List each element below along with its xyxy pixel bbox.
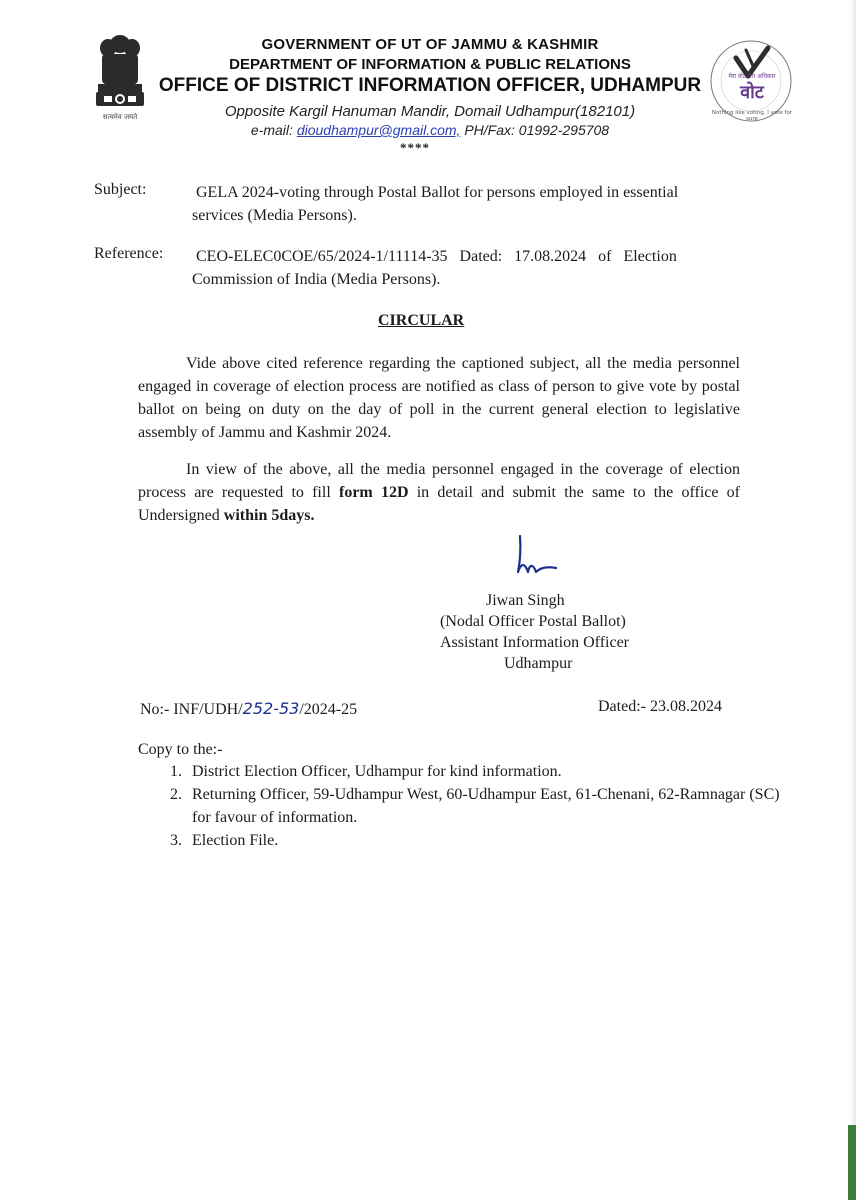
copy-to-list	[160, 760, 786, 852]
emblem-caption: सत्यमेव जयते	[102, 113, 138, 121]
document-date: Dated:- 23.08.2024	[598, 698, 722, 715]
number-suffix: /2024-25	[299, 701, 358, 718]
circular-paragraph-2	[138, 458, 740, 527]
copy-to-label: Copy to the:-	[138, 741, 223, 758]
paragraph-2-text-a: In view of the above, all the media personnel engaged in the coverage of election process are requested to fill	[138, 461, 740, 501]
signatory-name: Jiwan Singh	[486, 592, 565, 609]
signatory-role-2: Assistant Information Officer	[440, 634, 629, 651]
reference-line-1: CEO-ELEC0COE/65/2024-1/11114-35 Dated: 17.08.2024 of Election	[196, 248, 677, 265]
signatory-role-1: (Nodal Officer Postal Ballot)	[440, 613, 626, 630]
subject-line-2: services (Media Persons).	[192, 207, 357, 224]
subject-line-1: GELA 2024-voting through Postal Ballot for persons employed in essential	[196, 184, 679, 201]
header-department: DEPARTMENT OF INFORMATION & PUBLIC RELATIONS	[229, 56, 631, 73]
list-item: 2. Returning Officer, 59-Udhampur West, 60-Udhampur East, 61-Chenani, 62-Ramnagar (SC) for favour of information.	[186, 783, 786, 829]
paragraph-2-text-b: in detail and submit the same to the office of Undersigned	[138, 484, 741, 524]
voter-logo-ring-text: Nothing like voting, I vote for sure	[711, 110, 793, 122]
form-12d: form 12D	[338, 484, 409, 501]
national-emblem-icon	[86, 30, 154, 122]
email-label: e-mail:	[250, 122, 293, 138]
header-contact	[150, 122, 710, 138]
reference-label: Reference:	[94, 245, 164, 262]
signatory-place: Udhampur	[504, 655, 573, 672]
background-edge	[848, 1125, 856, 1200]
voter-logo-main-text: वोट	[740, 82, 764, 103]
header-office: OFFICE OF DISTRICT INFORMATION OFFICER, UDHAMPUR	[158, 75, 702, 96]
header-separator: ****	[400, 140, 430, 155]
number-handwritten: 252-53	[242, 699, 300, 718]
deadline: within 5days.	[223, 507, 315, 524]
list-item: 3. Election File.	[186, 829, 786, 852]
header-address: Opposite Kargil Hanuman Mandir, Domail Udhampur(182101)	[224, 103, 636, 120]
number-prefix: No:- INF/UDH/	[140, 701, 243, 718]
email-link[interactable]: dioudhampur@gmail.com,	[296, 122, 461, 138]
reference-line-2: Commission of India (Media Persons).	[192, 271, 441, 288]
header-government: GOVERNMENT OF UT OF JAMMU & KASHMIR	[261, 36, 599, 53]
circular-paragraph-1	[138, 352, 740, 444]
paragraph-1-text: Vide above cited reference regarding the captioned subject, all the media personnel engaged in coverage of election process are notified as class of person to give vote by postal ballot on being on duty on the day of poll in the current general election to legislative assembly of Jammu and Kashmir 2024.	[138, 355, 740, 441]
signature-mark	[512, 532, 558, 584]
page-edge-shadow	[850, 0, 856, 1200]
voter-logo-top-text: मेरा वोट मेरा अधिकार	[728, 73, 776, 80]
subject-label: Subject:	[94, 181, 147, 198]
phone-fax: PH/Fax: 01992-295708	[464, 122, 610, 138]
circular-heading: CIRCULAR	[378, 312, 465, 329]
list-item: 1. District Election Officer, Udhampur for kind information.	[186, 760, 786, 783]
document-number	[140, 697, 357, 721]
